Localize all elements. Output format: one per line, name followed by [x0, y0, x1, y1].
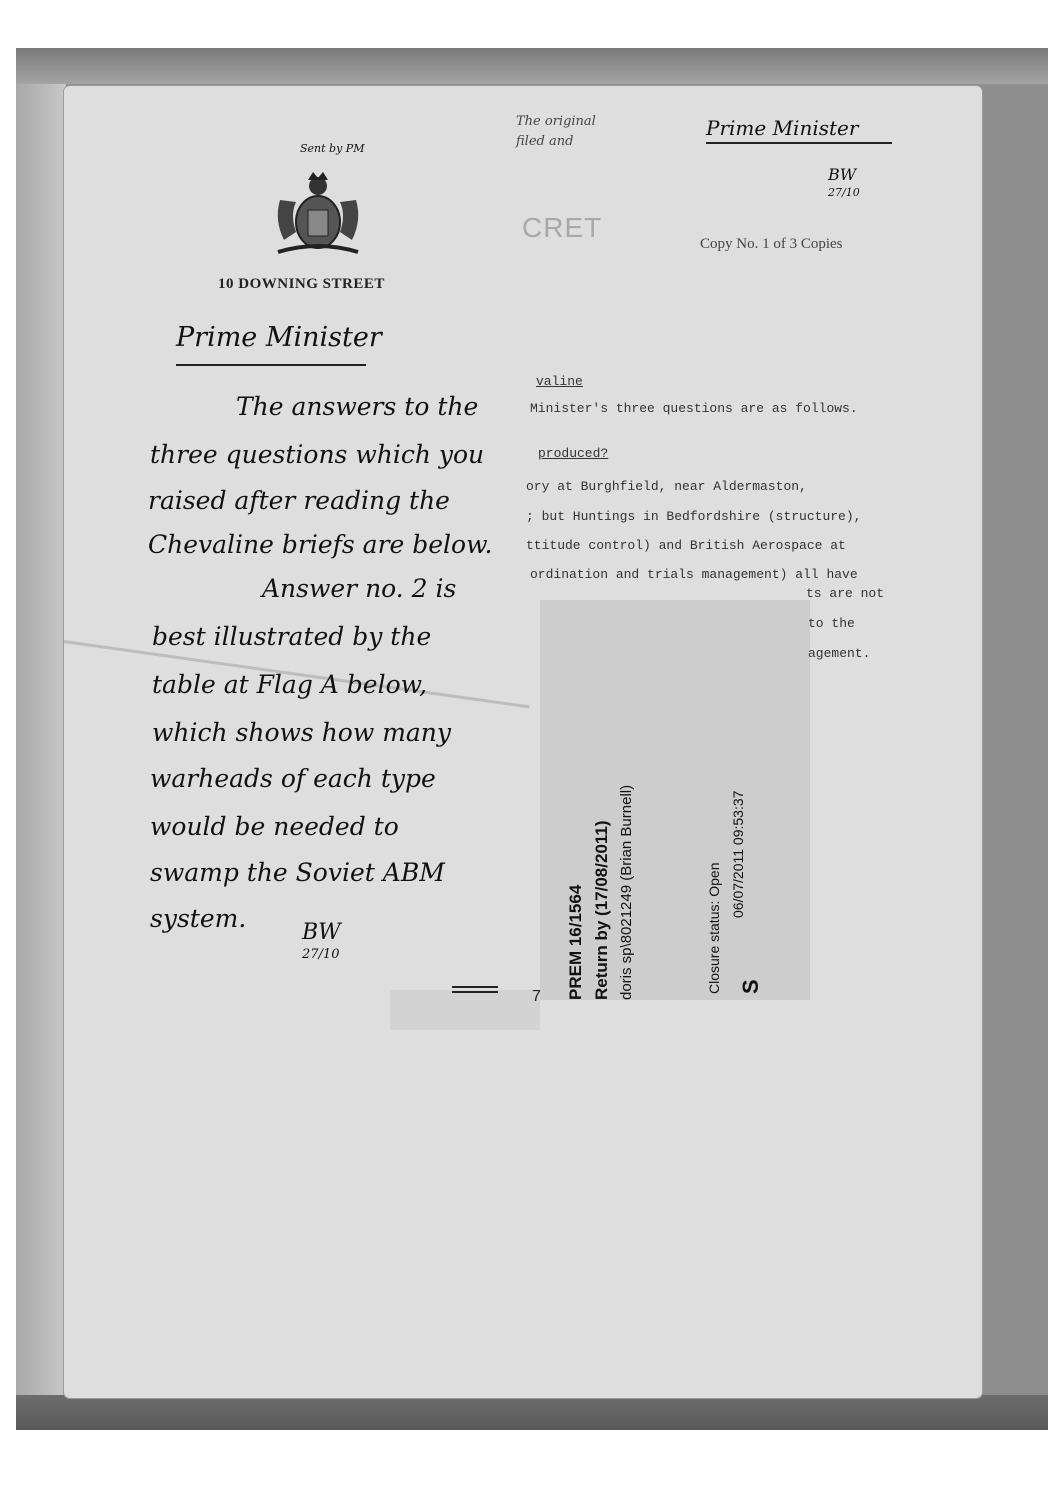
- note-line: table at Flag A below,: [152, 670, 428, 699]
- typed-question-heading: produced?: [538, 446, 609, 461]
- paper-smudge: [390, 990, 540, 1030]
- archive-closure-status: Closure status: Open: [706, 862, 722, 994]
- note-line: Chevaline briefs are below.: [148, 530, 493, 559]
- archive-return-by: Return by (17/08/2011): [592, 820, 611, 1000]
- typed-line: ordination and trials management) all have: [530, 567, 858, 582]
- copy-number: Copy No. 1 of 3 Copies: [700, 236, 843, 252]
- typed-subject-fragment: valine: [536, 374, 583, 389]
- typed-line: ; but Huntings in Bedfordshire (structure),: [526, 509, 862, 524]
- note-line: swamp the Soviet ABM: [150, 858, 445, 887]
- note-line: system.: [150, 904, 247, 933]
- note-line: raised after reading the: [148, 486, 450, 515]
- note-initials: BW 27/10: [302, 920, 341, 962]
- letterhead-address: 10 DOWNING STREET: [218, 276, 385, 292]
- note-addressee-underline: [176, 364, 366, 366]
- note-line: The answers to the: [236, 392, 479, 421]
- original-filed-annotation: The original filed and: [516, 114, 596, 149]
- scan-top-edge: [16, 48, 1048, 84]
- scan-bottom-edge: [16, 1395, 1048, 1430]
- archive-reference: PREM 16/1564: [566, 884, 585, 1000]
- typed-line: agement.: [808, 646, 871, 661]
- typed-line: ory at Burghfield, near Aldermaston,: [526, 479, 807, 494]
- note-line: best illustrated by the: [152, 622, 432, 651]
- double-rule-mark: [452, 986, 498, 996]
- top-initials: BW 27/10: [828, 165, 860, 199]
- note-addressee: Prime Minister: [176, 322, 382, 353]
- archive-requester: doris sp\8021249 (Brian Burnell): [618, 784, 635, 1000]
- note-line: which shows how many: [152, 718, 452, 747]
- royal-coat-of-arms-icon: [268, 170, 368, 260]
- note-line: three questions which you: [150, 440, 485, 469]
- archive-timestamp: 06/07/2011 09:53:37: [730, 790, 746, 918]
- typed-line: Minister's three questions are as follows.: [530, 401, 858, 416]
- sent-by-annotation: Sent by PM: [300, 142, 365, 155]
- typed-line: ts are not: [806, 586, 885, 601]
- note-line: would be needed to: [150, 812, 399, 841]
- top-addressee-underline: [706, 142, 892, 144]
- archive-status-letter: S: [738, 979, 763, 994]
- top-addressee: Prime Minister: [706, 116, 859, 140]
- note-line: Answer no. 2 is: [262, 574, 457, 603]
- scan-left-edge: [16, 84, 66, 1404]
- page-mark: 7: [532, 988, 541, 1005]
- typed-line: ttitude control) and British Aerospace at: [526, 538, 846, 553]
- note-line: warheads of each type: [150, 764, 436, 793]
- classification-marking: CRET: [522, 212, 603, 243]
- typed-line: to the: [808, 616, 855, 631]
